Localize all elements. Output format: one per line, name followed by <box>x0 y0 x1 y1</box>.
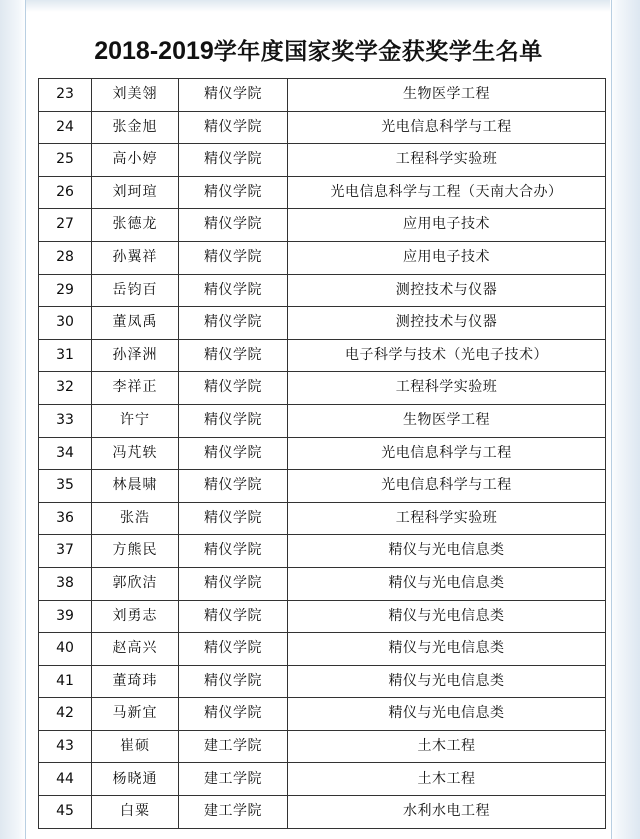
table-row <box>39 176 606 209</box>
cell-major: 光电信息科学与工程 <box>288 111 606 144</box>
cell-major: 工程科学实验班 <box>288 372 606 405</box>
cell-major: 生物医学工程 <box>288 404 606 437</box>
cell-student-name: 孙翼祥 <box>92 241 179 274</box>
document-sheet <box>26 12 611 839</box>
cell-index: 28 <box>39 241 92 274</box>
table-row <box>39 79 606 112</box>
table-row <box>39 730 606 763</box>
table-row <box>39 535 606 568</box>
table-row <box>39 111 606 144</box>
cell-index: 27 <box>39 209 92 242</box>
scholarship-roster-table <box>38 78 606 829</box>
table-row <box>39 633 606 666</box>
cell-college: 精仪学院 <box>179 698 288 731</box>
table-row <box>39 307 606 340</box>
table-row <box>39 209 606 242</box>
cell-college: 精仪学院 <box>179 79 288 112</box>
title-text: 学年度国家奖学金获奖学生名单 <box>213 38 543 65</box>
cell-college: 精仪学院 <box>179 502 288 535</box>
cell-student-name: 赵高兴 <box>92 633 179 666</box>
cell-major: 水利水电工程 <box>288 796 606 829</box>
cell-student-name: 林晨啸 <box>92 470 179 503</box>
cell-college: 精仪学院 <box>179 665 288 698</box>
cell-index: 31 <box>39 339 92 372</box>
table-row <box>39 796 606 829</box>
table-row <box>39 339 606 372</box>
cell-major: 测控技术与仪器 <box>288 274 606 307</box>
cell-student-name: 许宁 <box>92 404 179 437</box>
cell-index: 42 <box>39 698 92 731</box>
cell-student-name: 张金旭 <box>92 111 179 144</box>
cell-student-name: 刘珂瑄 <box>92 176 179 209</box>
cell-index: 26 <box>39 176 92 209</box>
cell-college: 精仪学院 <box>179 470 288 503</box>
cell-index: 37 <box>39 535 92 568</box>
cell-major: 土木工程 <box>288 730 606 763</box>
table-row <box>39 274 606 307</box>
page-edge-top <box>0 0 640 12</box>
page-title <box>26 12 611 78</box>
table-row <box>39 241 606 274</box>
table-row <box>39 665 606 698</box>
cell-index: 36 <box>39 502 92 535</box>
cell-major: 精仪与光电信息类 <box>288 698 606 731</box>
cell-college: 精仪学院 <box>179 274 288 307</box>
page-edge-left <box>0 0 26 839</box>
title-year-range: 2018-2019 <box>94 36 214 65</box>
cell-index: 44 <box>39 763 92 796</box>
cell-student-name: 郭欣洁 <box>92 567 179 600</box>
page-edge-right <box>610 0 640 839</box>
cell-major: 生物医学工程 <box>288 79 606 112</box>
cell-college: 精仪学院 <box>179 209 288 242</box>
cell-index: 29 <box>39 274 92 307</box>
cell-college: 精仪学院 <box>179 241 288 274</box>
cell-major: 工程科学实验班 <box>288 502 606 535</box>
cell-index: 33 <box>39 404 92 437</box>
table-row <box>39 502 606 535</box>
cell-index: 39 <box>39 600 92 633</box>
table-row <box>39 567 606 600</box>
cell-major: 工程科学实验班 <box>288 144 606 177</box>
cell-student-name: 白粟 <box>92 796 179 829</box>
cell-college: 精仪学院 <box>179 111 288 144</box>
cell-index: 45 <box>39 796 92 829</box>
table-row <box>39 144 606 177</box>
cell-student-name: 岳钧百 <box>92 274 179 307</box>
cell-student-name: 马新宜 <box>92 698 179 731</box>
cell-college: 精仪学院 <box>179 176 288 209</box>
cell-student-name: 张德龙 <box>92 209 179 242</box>
cell-student-name: 方熊民 <box>92 535 179 568</box>
cell-major: 应用电子技术 <box>288 209 606 242</box>
cell-college: 精仪学院 <box>179 633 288 666</box>
cell-college: 精仪学院 <box>179 372 288 405</box>
cell-college: 精仪学院 <box>179 404 288 437</box>
table-row <box>39 470 606 503</box>
cell-index: 34 <box>39 437 92 470</box>
cell-major: 测控技术与仪器 <box>288 307 606 340</box>
cell-index: 23 <box>39 79 92 112</box>
cell-college: 精仪学院 <box>179 307 288 340</box>
cell-student-name: 李祥正 <box>92 372 179 405</box>
cell-index: 25 <box>39 144 92 177</box>
cell-index: 43 <box>39 730 92 763</box>
table-row <box>39 404 606 437</box>
table-row <box>39 437 606 470</box>
cell-college: 建工学院 <box>179 763 288 796</box>
cell-college: 建工学院 <box>179 796 288 829</box>
cell-major: 光电信息科学与工程 <box>288 470 606 503</box>
cell-college: 精仪学院 <box>179 535 288 568</box>
cell-college: 精仪学院 <box>179 600 288 633</box>
cell-index: 32 <box>39 372 92 405</box>
cell-index: 35 <box>39 470 92 503</box>
table-row <box>39 372 606 405</box>
cell-major: 精仪与光电信息类 <box>288 633 606 666</box>
cell-major: 电子科学与技术（光电子技术） <box>288 339 606 372</box>
cell-index: 30 <box>39 307 92 340</box>
cell-student-name: 杨晓通 <box>92 763 179 796</box>
cell-major: 精仪与光电信息类 <box>288 567 606 600</box>
cell-student-name: 董琦玮 <box>92 665 179 698</box>
cell-index: 41 <box>39 665 92 698</box>
cell-major: 应用电子技术 <box>288 241 606 274</box>
cell-student-name: 冯芃轶 <box>92 437 179 470</box>
page-border-line-right <box>611 0 612 839</box>
table-row <box>39 698 606 731</box>
cell-student-name: 刘勇志 <box>92 600 179 633</box>
table-row <box>39 600 606 633</box>
cell-college: 精仪学院 <box>179 567 288 600</box>
cell-major: 光电信息科学与工程 <box>288 437 606 470</box>
cell-student-name: 张浩 <box>92 502 179 535</box>
cell-student-name: 董凤禹 <box>92 307 179 340</box>
cell-major: 精仪与光电信息类 <box>288 535 606 568</box>
cell-college: 精仪学院 <box>179 144 288 177</box>
cell-major: 光电信息科学与工程（天南大合办） <box>288 176 606 209</box>
cell-index: 40 <box>39 633 92 666</box>
cell-student-name: 高小婷 <box>92 144 179 177</box>
cell-student-name: 崔硕 <box>92 730 179 763</box>
cell-index: 24 <box>39 111 92 144</box>
cell-major: 土木工程 <box>288 763 606 796</box>
cell-college: 精仪学院 <box>179 339 288 372</box>
cell-college: 精仪学院 <box>179 437 288 470</box>
cell-major: 精仪与光电信息类 <box>288 600 606 633</box>
cell-index: 38 <box>39 567 92 600</box>
cell-college: 建工学院 <box>179 730 288 763</box>
cell-major: 精仪与光电信息类 <box>288 665 606 698</box>
table-row <box>39 763 606 796</box>
cell-student-name: 孙泽洲 <box>92 339 179 372</box>
cell-student-name: 刘美翎 <box>92 79 179 112</box>
